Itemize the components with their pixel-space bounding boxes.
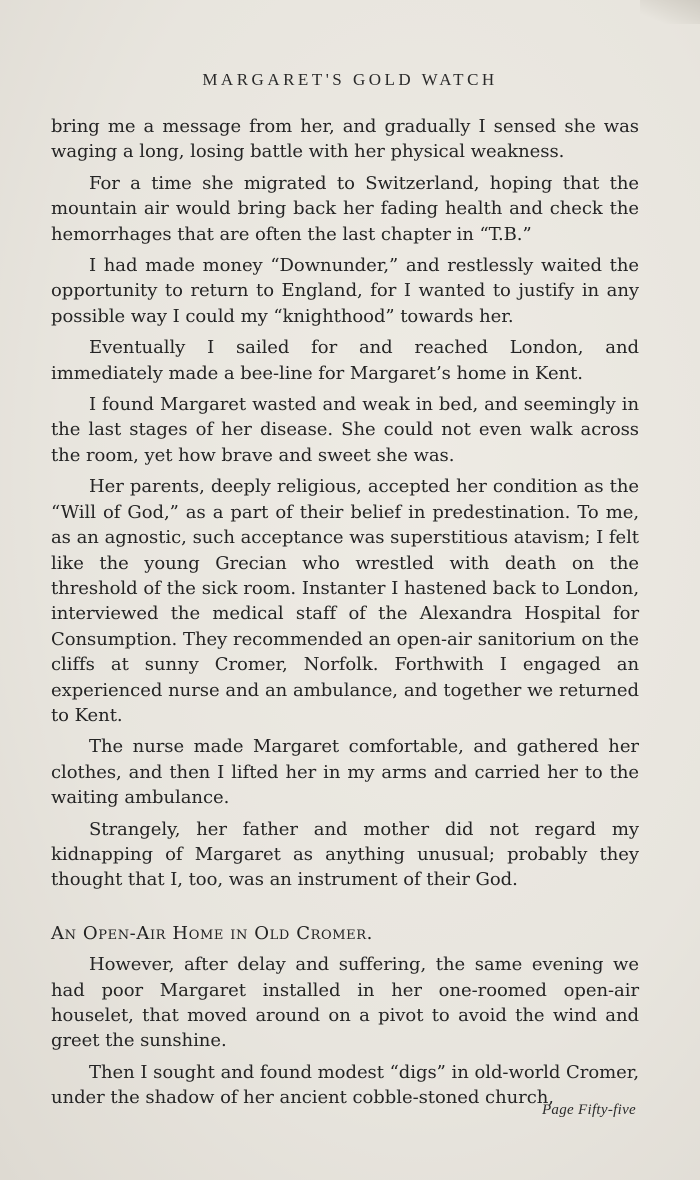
paragraph: Then I sought and found modest “digs” in old-world Cromer, under the shadow of her ancient cobble-stoned church, (51, 1061, 639, 1109)
body-text (51, 114, 639, 1117)
section-heading: An Open-Air Home in Old Cromer. (51, 922, 373, 944)
paragraph: bring me a message from her, and gradually I sensed she was waging a long, losing battle with her physical weakness. (51, 116, 639, 163)
paragraph: Her parents, deeply religious, accepted her condition as the “Will of God,” as a part of their belief in predestination. To me, as an agnostic, such acceptance was superstitious atavism; I felt like the young Grecian who wrestled with death on the threshold of the sick room. Instanter I hastened back to London, interviewed the medical staff of the Alexandra Hospital for Consumption. They recommended an open-air sanitorium on the cliffs at sunny Cromer, Norfolk. Forthwith I engaged an experienced nurse and an ambulance, and together we returned to Kent. (51, 476, 639, 726)
paragraph: For a time she migrated to Switzerland, hoping that the mountain air would bring back her fading health and check the hemorrhages that are often the last chapter in “T.B.” (51, 172, 639, 245)
paragraph: The nurse made Margaret comfortable, and gathered her clothes, and then I lifted her in my arms and carried her to the waiting ambulance. (51, 736, 639, 809)
paragraph: However, after delay and suffering, the same evening we had poor Margaret installed in her one-roomed open-air houselet, that moved around on a pivot to avoid the wind and greet the sunshine. (51, 954, 639, 1052)
page-number: Page Fifty-five (541, 1102, 636, 1118)
paragraph: Strangely, her father and mother did not regard my kidnapping of Margaret as anything unusual; probably they thought that I, too, was an instrument of their God. (51, 818, 639, 891)
running-title: MARGARET'S GOLD WATCH (202, 70, 498, 89)
paragraph: I had made money “Downunder,” and restlessly waited the opportunity to return to England, for I wanted to justify in any possible way I could my “knighthood” towards her. (51, 255, 639, 327)
paragraph: I found Margaret wasted and weak in bed, and seemingly in the last stages of her disease. She could not even walk across the room, yet how brave and sweet she was. (51, 394, 639, 466)
scan-edge-shading (640, 0, 700, 24)
paragraph: Eventually I sailed for and reached London, and immediately made a bee-line for Margaret’s home in Kent. (51, 337, 639, 384)
